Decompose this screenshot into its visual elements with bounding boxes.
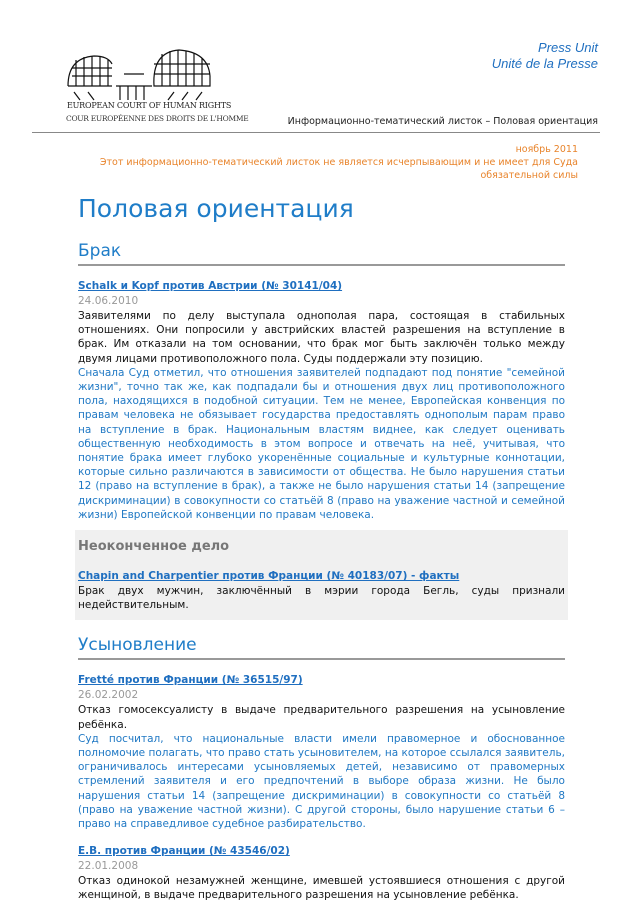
case-date: 24.06.2010 [78, 295, 139, 307]
case-item [78, 839, 565, 902]
pending-case-box [75, 530, 568, 620]
case-ruling: Сначала Суд отметил, что отношения заявителей подпадают под понятие "семейной жизни", точно так же, как подпадали бы и отношения двух лиц противоположного пола, находящихся в подобной ситуации. Тем не менее, Европейская конвенция по правам человека не обязывает государства предоставлять однополым парам право на вступление в брак. Национальным властям виднее, как следует оценивать общественную необходимость в этом вопросе и отвечать на неё, учитывая, что понятие брака имеет глубоко укоренённые социальные и культурные коннотации, которые сильно различаются в зависимости от общества. Не было нарушения статьи 12 (право на вступление в брак), а также не было нарушения статьи 14 (запрещение дискриминации) в совокупности со статьёй 8 (право на уважение частной и семейной жизни) Европейской конвенции по правам человека. [78, 366, 565, 521]
case-item [78, 274, 565, 522]
case-link[interactable]: Chapin and Charpentier против Франции (№ 40183/07) - факты [78, 570, 460, 583]
case-item [78, 564, 565, 612]
court-logo [64, 46, 214, 106]
press-unit-fr: Unité de la Presse [491, 56, 598, 71]
case-date: 26.02.2002 [78, 689, 139, 702]
case-ruling: Суд посчитал, что национальные власти имели правомерное и обоснованное полномочие полагать, что право стать усыновителем, на которое ссылался заявитель, ограничивалось интересами усыновляемых детей, независимо от правомерных стремлений заявителя и его предпочтений в выборе образа жизни. Не было нарушения статьи 14 (запрещение дискриминации) в совокупности со статьёй 8 (право на уважение частной жизни). С другой стороны, было нарушение статьи 6 – право на справедливое судебное разбирательство. [78, 732, 565, 831]
page-title: Половая ориентация [78, 194, 354, 223]
sheet-title: Информационно-тематический листок – Половая ориентация [287, 116, 598, 127]
content [78, 192, 565, 903]
case-facts: Брак двух мужчин, заключённый в мэрии города Бегль, суды признали недействительным. [78, 585, 565, 612]
case-facts: Отказ гомосексуалисту в выдаче предварительного разрешения на усыновление ребёнка. [78, 704, 565, 731]
pending-case-heading: Неоконченное дело [78, 539, 230, 555]
court-name-fr: COUR EUROPÉENNE DES DROITS DE L'HOMME [66, 114, 249, 123]
section-heading-marriage: Брак [78, 240, 565, 266]
press-unit [492, 40, 598, 72]
case-facts: Заявителями по делу выступала однополая пара, состоящая в стабильных отношениях. Они попросили у австрийских властей разрешения на вступление в брак. Им отказали на том основании, что брак мог быть заключён только между двумя лицами противоположного пола. Суды поддержали эту позицию. [78, 310, 565, 365]
disclaimer: Этот информационно-тематический листок не является исчерпывающим и не имеет для Суда обязательной силы [99, 157, 578, 181]
case-item [78, 668, 565, 831]
header-divider [32, 132, 600, 133]
case-link[interactable]: Schalk и Kopf против Австрии (№ 30141/04) [78, 280, 343, 292]
press-unit-en: Press Unit [538, 40, 598, 55]
case-facts: Отказ одинокой незамужней женщине, имевшей устоявшиеся отношения с другой женщиной, в выдаче предварительного разрешения на усыновление ребёнка. [78, 875, 565, 902]
section-heading-adoption: Усыновление [78, 634, 565, 660]
court-name-en: EUROPEAN COURT OF HUMAN RIGHTS [67, 101, 232, 110]
case-link[interactable]: E.B. против Франции (№ 43546/02) [78, 845, 290, 858]
meta [78, 143, 578, 182]
publication-date: ноябрь 2011 [515, 144, 578, 155]
case-link[interactable]: Fretté против Франции (№ 36515/97) [78, 674, 303, 687]
case-date: 22.01.2008 [78, 860, 139, 873]
